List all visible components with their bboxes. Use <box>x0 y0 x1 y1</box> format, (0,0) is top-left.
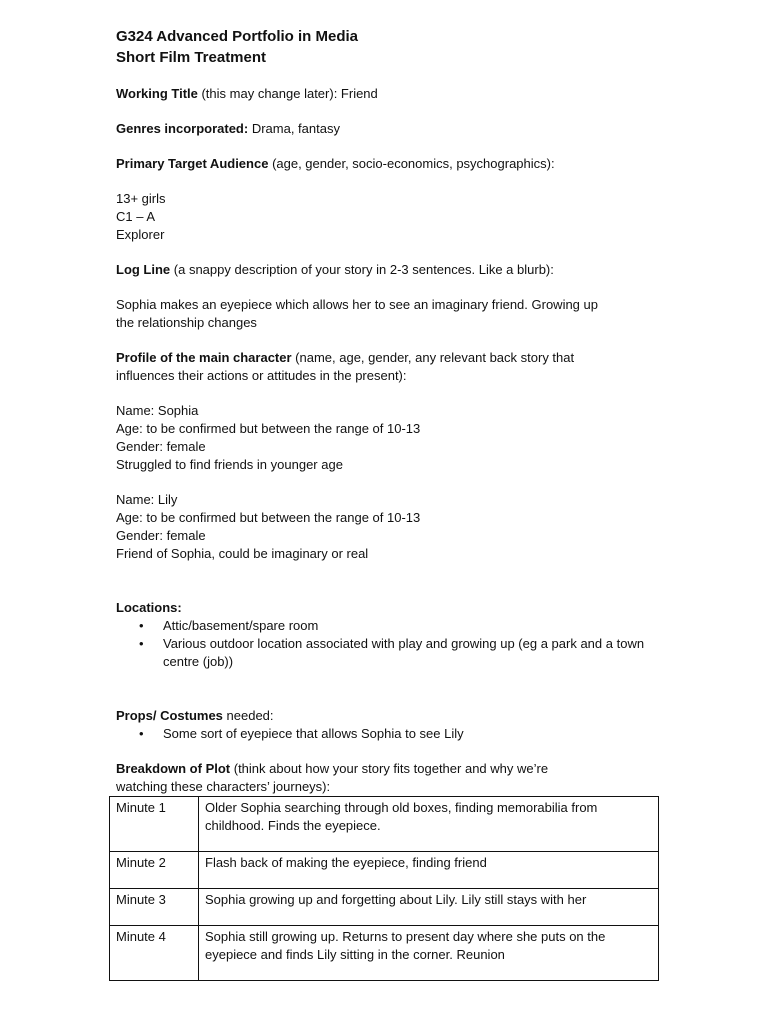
props-label: Props/ Costumes <box>116 708 223 723</box>
minute-cell: Minute 1 <box>110 797 199 852</box>
table-row <box>110 889 659 926</box>
plot-cell: Sophia growing up and forgetting about Lily. Lily still stays with her <box>199 889 659 926</box>
audience-item: Explorer <box>116 227 165 242</box>
profile-label: Profile of the main character <box>116 350 292 365</box>
treatment-document <box>116 26 661 981</box>
plot-cell: Sophia still growing up. Returns to present day where she puts on the eyepiece and finds Lily sitting in the corner. Reunion <box>199 926 659 981</box>
logline-heading <box>116 261 661 279</box>
working-title-value: Friend <box>340 86 378 101</box>
working-title-hint: (this may change later): <box>197 86 341 101</box>
genres-label: Genres incorporated: <box>116 121 249 136</box>
locations-list <box>116 617 661 671</box>
profile-heading <box>116 349 661 367</box>
genres-line <box>116 120 661 138</box>
character-gender: Gender: female <box>116 528 206 543</box>
table-row <box>110 852 659 889</box>
character-note: Struggled to find friends in younger age <box>116 457 343 472</box>
character-name: Name: Sophia <box>116 403 199 418</box>
profile-hint-continued: influences their actions or attitudes in the present): <box>116 368 407 383</box>
minute-cell: Minute 3 <box>110 889 199 926</box>
audience-line <box>116 155 661 173</box>
document-title: G324 Advanced Portfolio in Media <box>116 28 358 45</box>
working-title-label: Working Title <box>116 86 198 101</box>
character-note: Friend of Sophia, could be imaginary or real <box>116 546 369 561</box>
character-gender: Gender: female <box>116 439 206 454</box>
plot-heading <box>116 760 661 778</box>
audience-item: 13+ girls <box>116 191 166 206</box>
minute-cell: Minute 2 <box>110 852 199 889</box>
plot-cell: Flash back of making the eyepiece, finding friend <box>199 852 659 889</box>
document-subtitle: Short Film Treatment <box>116 49 267 66</box>
table-row <box>110 926 659 981</box>
plot-label: Breakdown of Plot <box>116 761 231 776</box>
profile-hint: (name, age, gender, any relevant back story that <box>291 350 575 365</box>
character-name: Name: Lily <box>116 492 178 507</box>
audience-hint: (age, gender, socio-economics, psychographics): <box>268 156 555 171</box>
plot-hint-continued: watching these characters’ journeys): <box>116 779 331 794</box>
props-hint: needed: <box>222 708 274 723</box>
audience-label: Primary Target Audience <box>116 156 269 171</box>
plot-table <box>109 796 659 981</box>
character-age: Age: to be confirmed but between the range of 10-13 <box>116 510 421 525</box>
plot-hint: (think about how your story fits together and why we’re <box>230 761 549 776</box>
working-title-line <box>116 85 661 103</box>
logline-text: Sophia makes an eyepiece which allows her to see an imaginary friend. Growing up <box>116 297 598 312</box>
props-list <box>116 725 661 743</box>
logline-text: the relationship changes <box>116 315 257 330</box>
list-item: • Attic/basement/spare room <box>116 617 661 635</box>
list-item: • Various outdoor location associated with play and growing up (eg a park and a town centre (job)) <box>116 635 661 671</box>
genres-value: Drama, fantasy <box>248 121 340 136</box>
props-heading <box>116 707 661 725</box>
locations-label: Locations: <box>116 600 182 615</box>
character-age: Age: to be confirmed but between the range of 10-13 <box>116 421 421 436</box>
logline-hint: (a snappy description of your story in 2-3 sentences. Like a blurb): <box>170 262 554 277</box>
plot-cell: Older Sophia searching through old boxes, finding memorabilia from childhood. Finds the eyepiece. <box>199 797 659 852</box>
audience-item: C1 – A <box>116 209 156 224</box>
table-row <box>110 797 659 852</box>
logline-label: Log Line <box>116 262 171 277</box>
minute-cell: Minute 4 <box>110 926 199 981</box>
list-item: • Some sort of eyepiece that allows Sophia to see Lily <box>116 725 661 743</box>
